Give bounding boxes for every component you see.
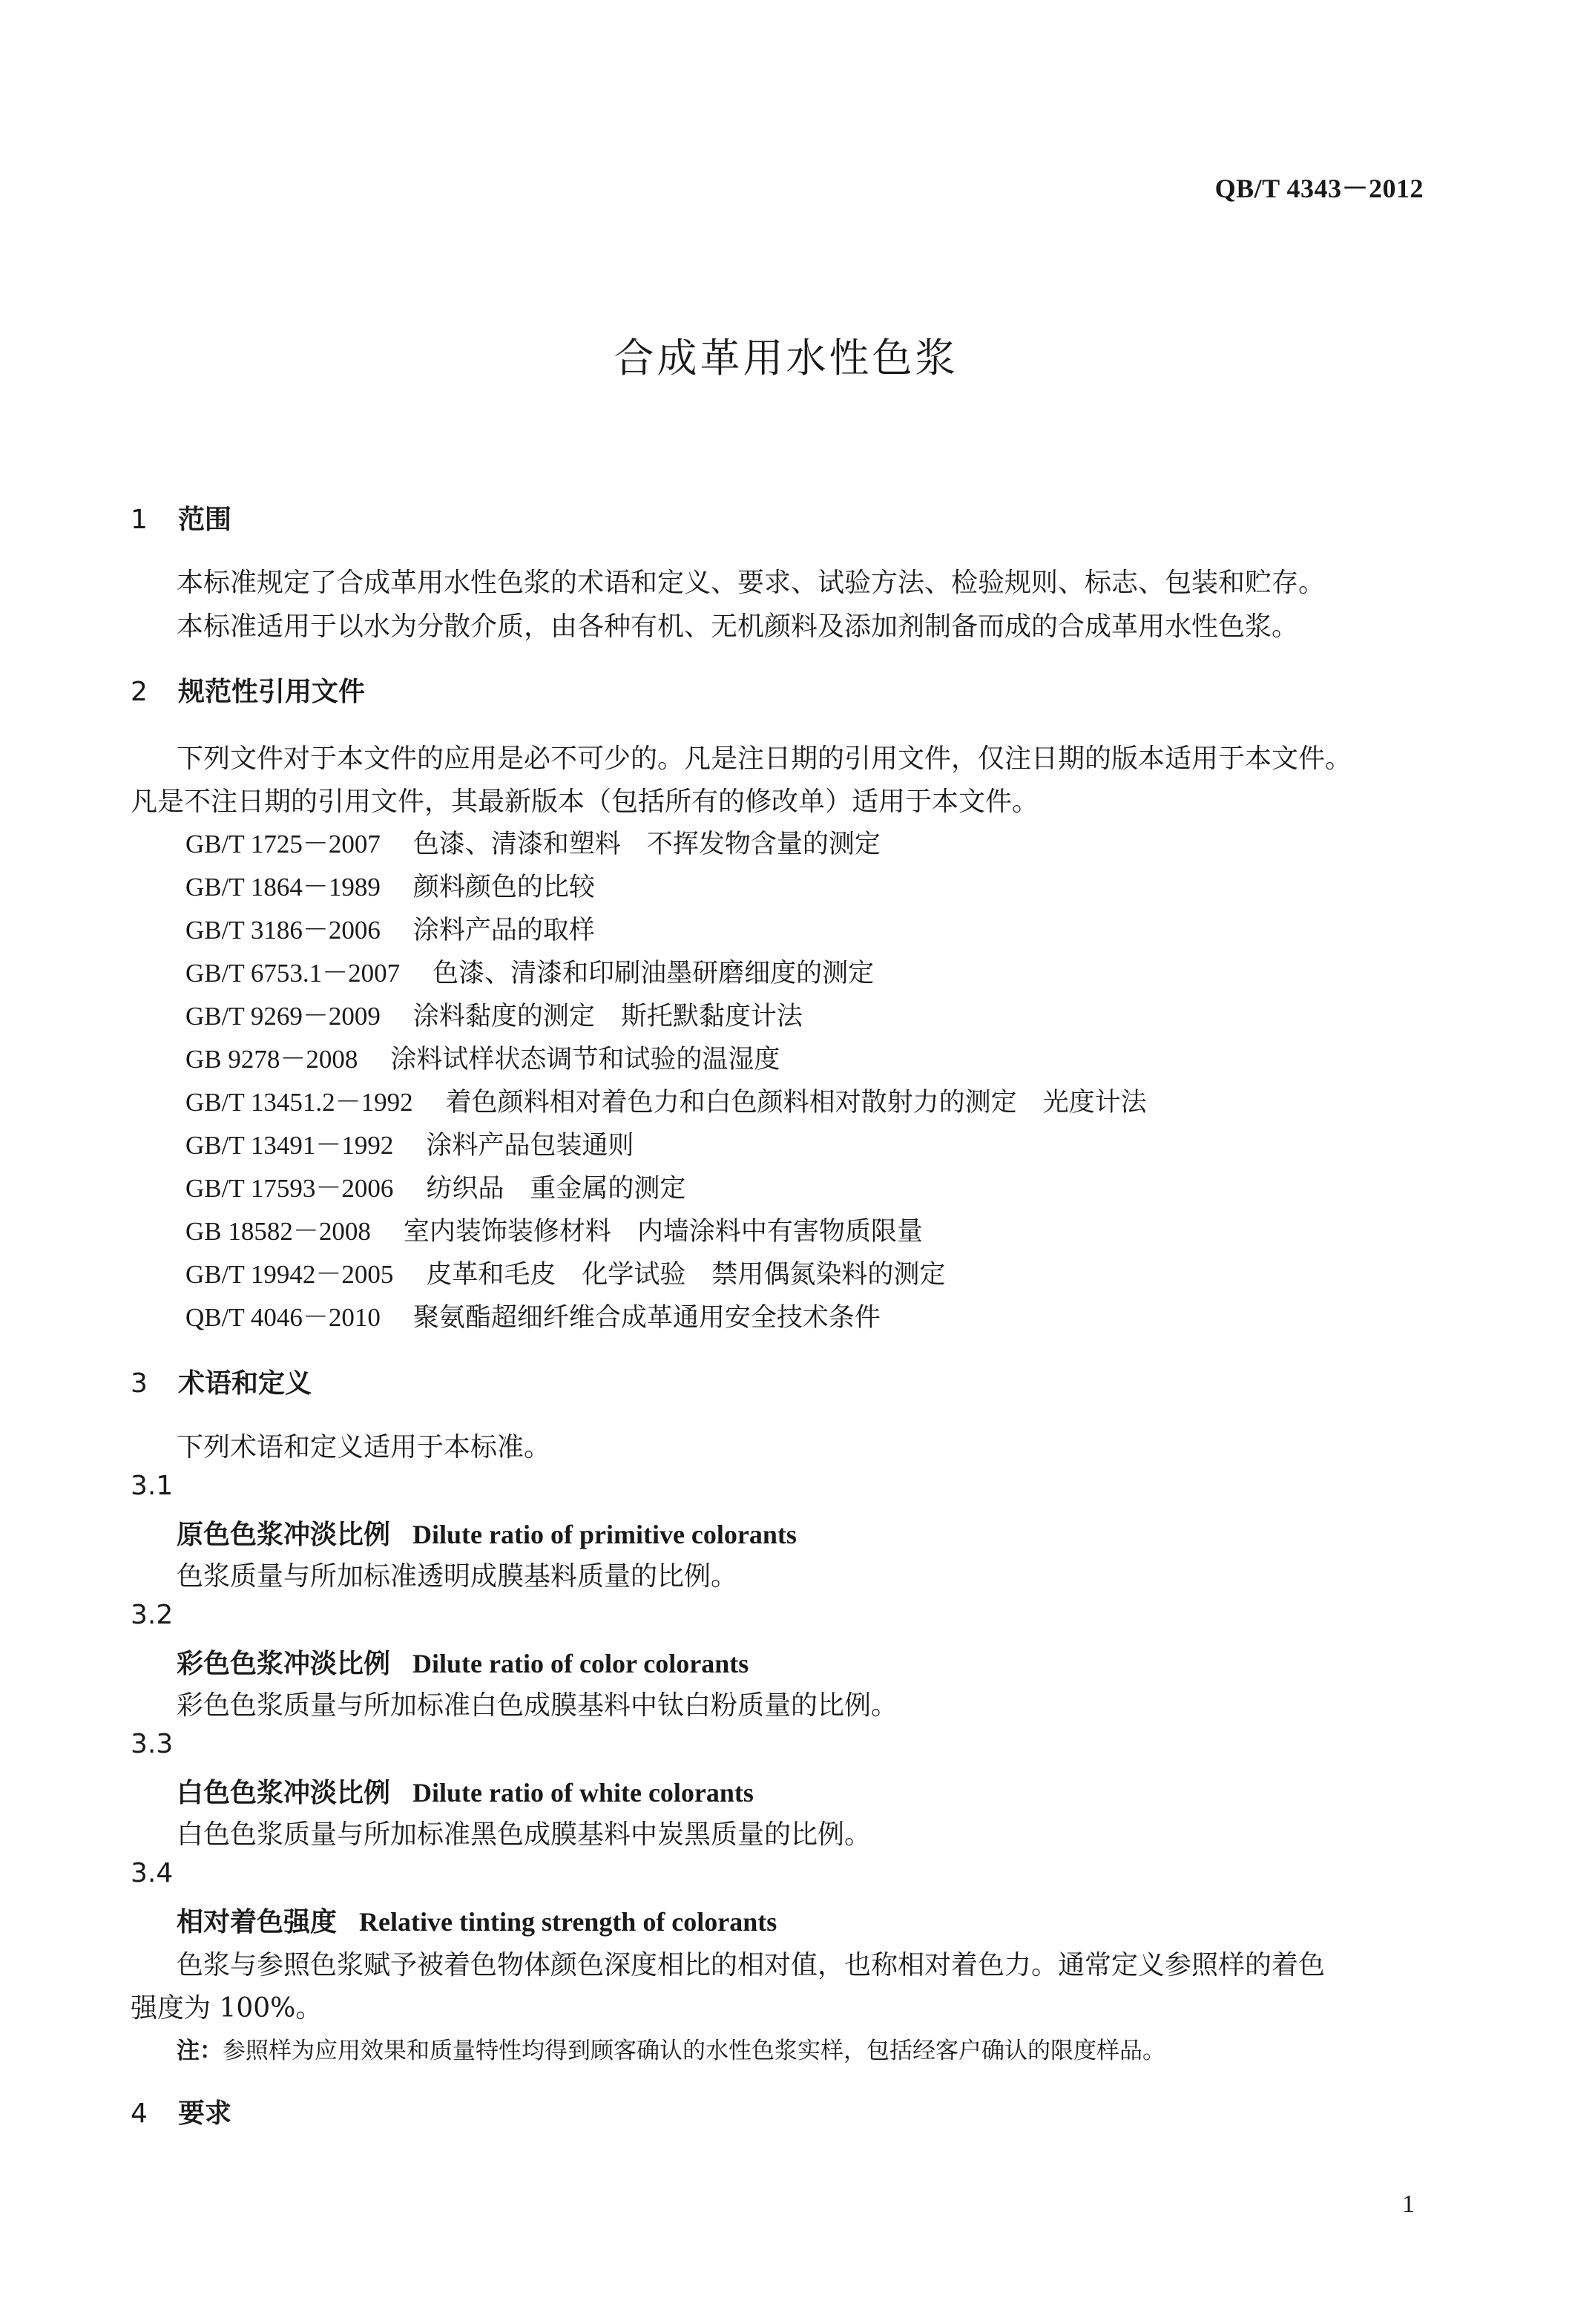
reference-item xyxy=(185,1168,685,1205)
section-title: 要求 xyxy=(178,2098,232,2129)
document-title: 合成革用水性色浆 xyxy=(614,335,958,381)
paragraph: 下列术语和定义适用于本标准。 xyxy=(177,1432,551,1463)
reference-item xyxy=(185,1211,923,1248)
reference-title: 纺织品 重金属的测定 xyxy=(426,1174,686,1204)
reference-title: 涂料产品的取样 xyxy=(412,916,595,945)
reference-code: QB/T 4046－2010 xyxy=(185,1303,381,1332)
section-1-heading xyxy=(131,499,231,536)
reference-item xyxy=(185,1082,1147,1119)
reference-title: 涂料黏度的测定 斯托默黏度计法 xyxy=(412,1002,803,1031)
term-number: 3.1 xyxy=(131,1471,174,1501)
reference-code: GB 9278－2008 xyxy=(185,1045,358,1074)
reference-item xyxy=(185,824,881,861)
reference-code: GB/T 1725－2007 xyxy=(185,830,381,859)
reference-code: GB/T 6753.1－2007 xyxy=(185,959,401,988)
reference-code: GB/T 9269－2009 xyxy=(185,1002,381,1031)
reference-item xyxy=(185,1125,634,1162)
section-4-heading xyxy=(131,2092,231,2130)
term-name-zh: 原色色浆冲淡比例 xyxy=(177,1520,391,1550)
reference-code: GB 18582－2008 xyxy=(185,1217,371,1246)
reference-title: 色漆、清漆和印刷油墨研磨细度的测定 xyxy=(433,959,875,988)
term-name-zh: 相对着色强度 xyxy=(177,1907,338,1937)
term-definition-continued: 强度为 100%。 xyxy=(131,1993,323,2023)
reference-title: 室内装饰装修材料 内墙涂料中有害物质限量 xyxy=(403,1217,923,1247)
paragraph: 本标准规定了合成革用水性色浆的术语和定义、要求、试验方法、检验规则、标志、包装和贮存。 xyxy=(177,568,1326,598)
term-name-en: Relative tinting strength of colorants xyxy=(359,1907,777,1937)
term-definition: 白色色浆质量与所加标准黑色成膜基料中炭黑质量的比例。 xyxy=(177,1819,872,1850)
reference-item xyxy=(185,1039,780,1076)
section-3-heading xyxy=(131,1362,312,1400)
term-definition: 色浆质量与所加标准透明成膜基料质量的比例。 xyxy=(177,1561,738,1592)
term-name-zh: 彩色色浆冲淡比例 xyxy=(177,1649,391,1679)
section-title: 范围 xyxy=(178,505,232,535)
term-name-en: Dilute ratio of color colorants xyxy=(412,1649,749,1678)
reference-title: 着色颜料相对着色力和白色颜料相对散射力的测定 光度计法 xyxy=(445,1088,1147,1117)
term-name xyxy=(177,1514,797,1552)
reference-item xyxy=(185,867,595,904)
term-definition: 色浆与参照色浆赋予被着色物体颜色深度相比的相对值，也称相对着色力。通常定义参照样的着色 xyxy=(177,1950,1326,1980)
section-2-heading xyxy=(131,671,365,709)
section-title: 规范性引用文件 xyxy=(178,677,366,707)
reference-item xyxy=(185,953,874,990)
reference-item xyxy=(185,996,803,1033)
paragraph: 凡是不注日期的引用文件，其最新版本（包括所有的修改单）适用于本文件。 xyxy=(131,787,1039,817)
term-number: 3.2 xyxy=(131,1600,174,1630)
paragraph: 本标准适用于以水为分散介质，由各种有机、无机颜料及添加剂制备而成的合成革用水性色浆。 xyxy=(177,611,1299,642)
reference-code: GB/T 3186－2006 xyxy=(185,916,381,945)
section-number: 2 xyxy=(131,677,148,707)
term-number: 3.4 xyxy=(131,1858,174,1888)
page-number: 1 xyxy=(1402,2190,1415,2218)
reference-title: 皮革和毛皮 化学试验 禁用偶氮染料的测定 xyxy=(426,1260,946,1290)
reference-code: GB/T 19942－2005 xyxy=(185,1260,394,1289)
note xyxy=(177,2032,1165,2065)
term-name xyxy=(177,1772,754,1810)
note-label: 注： xyxy=(177,2038,223,2064)
reference-code: GB/T 13491－1992 xyxy=(185,1131,394,1160)
standard-code: QB/T 4343－2012 xyxy=(1214,174,1424,203)
paragraph: 下列文件对于本文件的应用是必不可少的。凡是注日期的引用文件，仅注日期的版本适用于本文件。 xyxy=(177,744,1352,774)
reference-title: 色漆、清漆和塑料 不挥发物含量的测定 xyxy=(412,830,881,859)
term-name-en: Dilute ratio of primitive colorants xyxy=(412,1520,797,1549)
term-name-zh: 白色色浆冲淡比例 xyxy=(177,1778,391,1808)
reference-item xyxy=(185,910,595,947)
reference-title: 涂料产品包装通则 xyxy=(426,1131,634,1161)
term-name xyxy=(177,1643,749,1681)
term-name xyxy=(177,1901,777,1939)
reference-code: GB/T 1864－1989 xyxy=(185,873,381,902)
term-name-en: Dilute ratio of white colorants xyxy=(412,1778,754,1808)
section-number: 1 xyxy=(131,505,148,535)
section-title: 术语和定义 xyxy=(178,1368,312,1399)
section-number: 4 xyxy=(131,2098,148,2129)
reference-title: 聚氨酯超细纤维合成革通用安全技术条件 xyxy=(412,1303,881,1333)
reference-code: GB/T 13451.2－1992 xyxy=(185,1088,413,1117)
section-number: 3 xyxy=(131,1368,148,1399)
reference-code: GB/T 17593－2006 xyxy=(185,1174,394,1203)
reference-title: 颜料颜色的比较 xyxy=(412,873,595,902)
term-definition: 彩色色浆质量与所加标准白色成膜基料中钛白粉质量的比例。 xyxy=(177,1690,898,1721)
term-number: 3.3 xyxy=(131,1729,174,1759)
note-text: 参照样为应用效果和质量特性均得到顾客确认的水性色浆实样，包括经客户确认的限度样品。 xyxy=(223,2038,1165,2064)
reference-title: 涂料试样状态调节和试验的温湿度 xyxy=(390,1045,780,1074)
reference-item xyxy=(185,1297,881,1334)
reference-item xyxy=(185,1254,945,1291)
